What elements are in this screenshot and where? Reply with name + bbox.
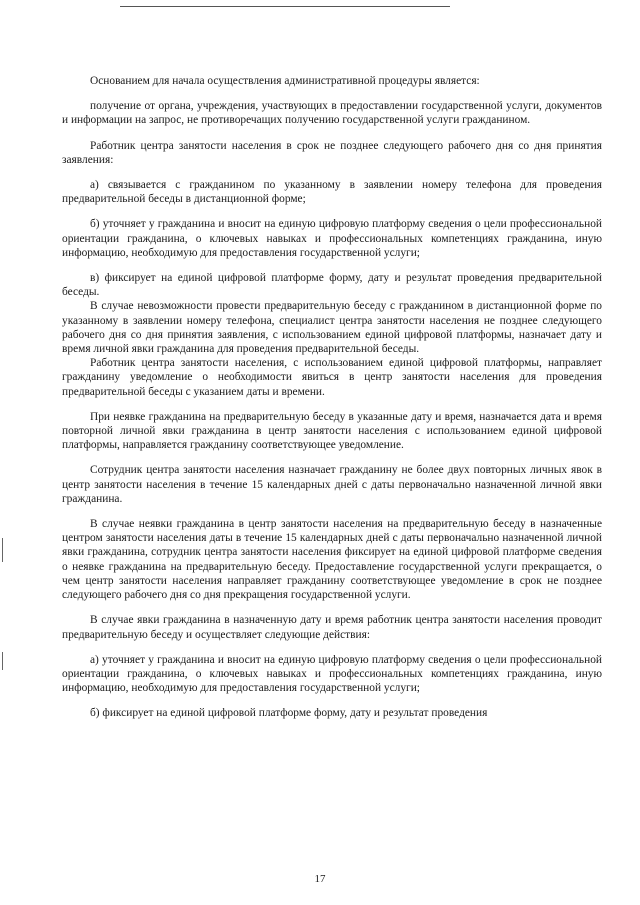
paragraph-item-b-clarify: б) уточняет у гражданина и вносит на единую цифровую платформу сведения о цели профессиональной ориентации гражданина, о ключевых навыках и профессиональных компетенциях гражданина, иную информацию, необходимую для предоставления государственной услуги; [62, 218, 602, 259]
paragraph-basis-intro: Основанием для начала осуществления административной процедуры является: [90, 75, 480, 87]
paragraph-worker-deadline: Работник центра занятости населения в срок не позднее следующего рабочего дня со дня принятия заявления: [62, 139, 602, 166]
paragraph-remote-impossible: В случае невозможности провести предварительную беседу с гражданином в дистанционной форме по указанному в заявлении номеру телефона, специалист центра занятости населения не позднее следующего рабочего дня со дня принятия заявления, с использованием единой цифровой платформы, назначает дату и время личной явки гражданина для проведения предварительной беседы. [62, 300, 602, 356]
scan-artifact-mark [2, 652, 3, 670]
paragraph-attendance-item-b: б) фиксирует на единой цифровой платформе форму, дату и результат проведения [90, 707, 488, 720]
top-rule-line [120, 6, 450, 7]
scan-artifact-mark [2, 538, 3, 562]
paragraph-item-c-record: в) фиксирует на единой цифровой платформе форму, дату и результат проведения предварительной беседы. [62, 272, 602, 299]
page-number: 17 [314, 873, 326, 885]
paragraph-attendance: В случае явки гражданина в назначенную дату и время работник центра занятости населения проводит предварительную беседу и осуществляет следующие действия: [62, 614, 602, 641]
paragraph-no-show: При неявке гражданина на предварительную беседу в указанные дату и время, назначается дата и время повторной личной явки гражданина в центр занятости населения с использованием единой цифровой платформы, направляется гражданину соответствующее уведомление. [62, 410, 602, 452]
paragraph-attendance-item-a: а) уточняет у гражданина и вносит на единую цифровую платформу сведения о цели профессиональной ориентации гражданина, о ключевых навыках и профессиональных компетенциях гражданина, иную информацию, необходимую для предоставления государственной услуги; [62, 653, 602, 695]
paragraph-basis-receipt: получение от органа, учреждения, участвующих в предоставлении государственной услуги, документов и информации на запрос, не противоречащих получению государственной услуги гражданином. [62, 100, 602, 127]
paragraph-repeat-visits: Сотрудник центра занятости населения назначает гражданину не более двух повторных личных явок в центр занятости населения в течение 15 календарных дней с даты первоначально назначенной личной явки гражданина. [62, 464, 602, 505]
paragraph-item-a-contact: а) связывается с гражданином по указанному в заявлении номеру телефона для проведения предварительной беседы в дистанционной форме; [62, 179, 602, 206]
paragraph-notification: Работник центра занятости населения, с использованием единой цифровой платформы, направляет гражданину уведомление о необходимости явиться в центр занятости населения для проведения предварительной беседы с указанием даты и времени. [62, 357, 602, 398]
document-body [62, 74, 602, 732]
paragraph-service-termination: В случае неявки гражданина в центр занятости населения на предварительную беседу в назначенные центром занятости населения даты в течение 15 календарных дней с даты первоначально назначенной личной явки гражданина, сотрудник центра занятости населения фиксирует на единой цифровой платформе сведения о неявке гражданина на предварительную беседу. Предоставление государственной услуги прекращается, о чем центр занятости населения направляет гражданину соответствующее уведомление в срок не позднее следующего рабочего дня со дня прекращения государственной услуги. [62, 518, 602, 602]
